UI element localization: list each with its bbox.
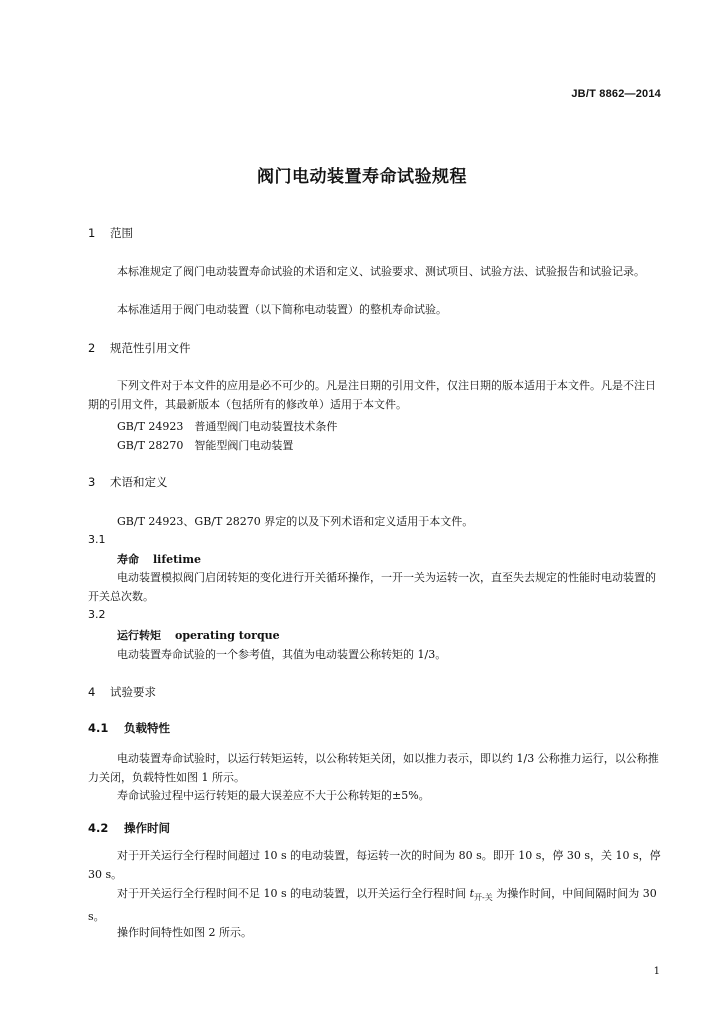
section-number: 3	[88, 475, 96, 489]
section-4-1-para-1: 电动装置寿命试验时，以运行转矩运转，以公称转矩关闭，如以推力表示，即以约 1/3 公称推力运行，以公称推力关闭，负载特性如图 1 所示。	[88, 752, 659, 784]
section-number: 4	[88, 685, 96, 699]
term-en: lifetime	[153, 553, 201, 566]
section-2-heading	[88, 340, 191, 356]
section-4-heading	[88, 684, 156, 700]
para-text: 为操作时间，中间间隔时间为 30 s。	[88, 887, 657, 924]
term-3-1-definition: 电动装置模拟阀门启闭转矩的变化进行开关循环操作，一开一关为运转一次，直至失去规定的性能时电动装置的开关总次数。	[88, 571, 656, 603]
document-title: 阀门电动装置寿命试验规程	[257, 167, 467, 187]
section-title: 试验要求	[110, 685, 156, 699]
clause-3-2-number: 3.2	[88, 608, 106, 621]
para-text: 对于开关运行全行程时间不足 10 s 的电动装置，以开关运行全行程时间	[117, 887, 470, 900]
section-title: 范围	[110, 226, 133, 240]
section-title: 操作时间	[124, 821, 170, 835]
term-3-1	[117, 551, 201, 567]
time-variable: t	[469, 887, 475, 900]
section-1-para-2: 本标准适用于阀门电动装置（以下简称电动装置）的整机寿命试验。	[117, 303, 447, 316]
section-title: 术语和定义	[110, 475, 168, 489]
section-4-2-heading	[88, 820, 170, 836]
term-3-2	[117, 627, 280, 643]
term-zh: 寿命	[117, 553, 139, 566]
section-4-2-para-3: 操作时间特性如图 2 所示。	[117, 926, 252, 939]
section-4-1-heading	[88, 720, 170, 736]
reference-2: GB/T 28270 智能型阀门电动装置	[117, 439, 294, 452]
section-number: 2	[88, 341, 96, 355]
section-4-1-para-2: 寿命试验过程中运行转矩的最大误差应不大于公称转矩的±5%。	[117, 789, 430, 802]
time-variable-subscript: 开-关	[474, 893, 493, 903]
term-en: operating torque	[175, 629, 280, 642]
section-4-2-para-2	[88, 884, 663, 926]
section-3-heading	[88, 474, 168, 490]
page-number: 1	[653, 966, 660, 977]
standard-number: JB/T 8862—2014	[571, 88, 661, 100]
section-title: 负载特性	[124, 721, 170, 735]
section-2-para-1: 下列文件对于本文件的应用是必不可少的。凡是注日期的引用文件，仅注日期的版本适用于本文件。凡是不注日期的引用文件，其最新版本（包括所有的修改单）适用于本文件。	[88, 379, 656, 411]
section-number: 4.1	[88, 721, 109, 735]
term-3-2-definition: 电动装置寿命试验的一个参考值，其值为电动装置公称转矩的 1/3。	[117, 648, 447, 661]
section-1-para-1: 本标准规定了阀门电动装置寿命试验的术语和定义、试验要求、测试项目、试验方法、试验报告和试验记录。	[117, 265, 645, 278]
section-3-para-1: GB/T 24923、GB/T 28270 界定的以及下列术语和定义适用于本文件。	[117, 515, 474, 528]
section-1-heading	[88, 225, 133, 241]
section-number: 1	[88, 226, 96, 240]
section-number: 4.2	[88, 821, 109, 835]
reference-1: GB/T 24923 普通型阀门电动装置技术条件	[117, 420, 338, 433]
term-zh: 运行转矩	[117, 629, 161, 642]
section-title: 规范性引用文件	[110, 341, 191, 355]
section-4-2-para-1: 对于开关运行全行程时间超过 10 s 的电动装置，每运转一次的时间为 80 s。即开 10 s，停 30 s，关 10 s，停 30 s。	[88, 849, 661, 881]
clause-3-1-number: 3.1	[88, 533, 106, 546]
